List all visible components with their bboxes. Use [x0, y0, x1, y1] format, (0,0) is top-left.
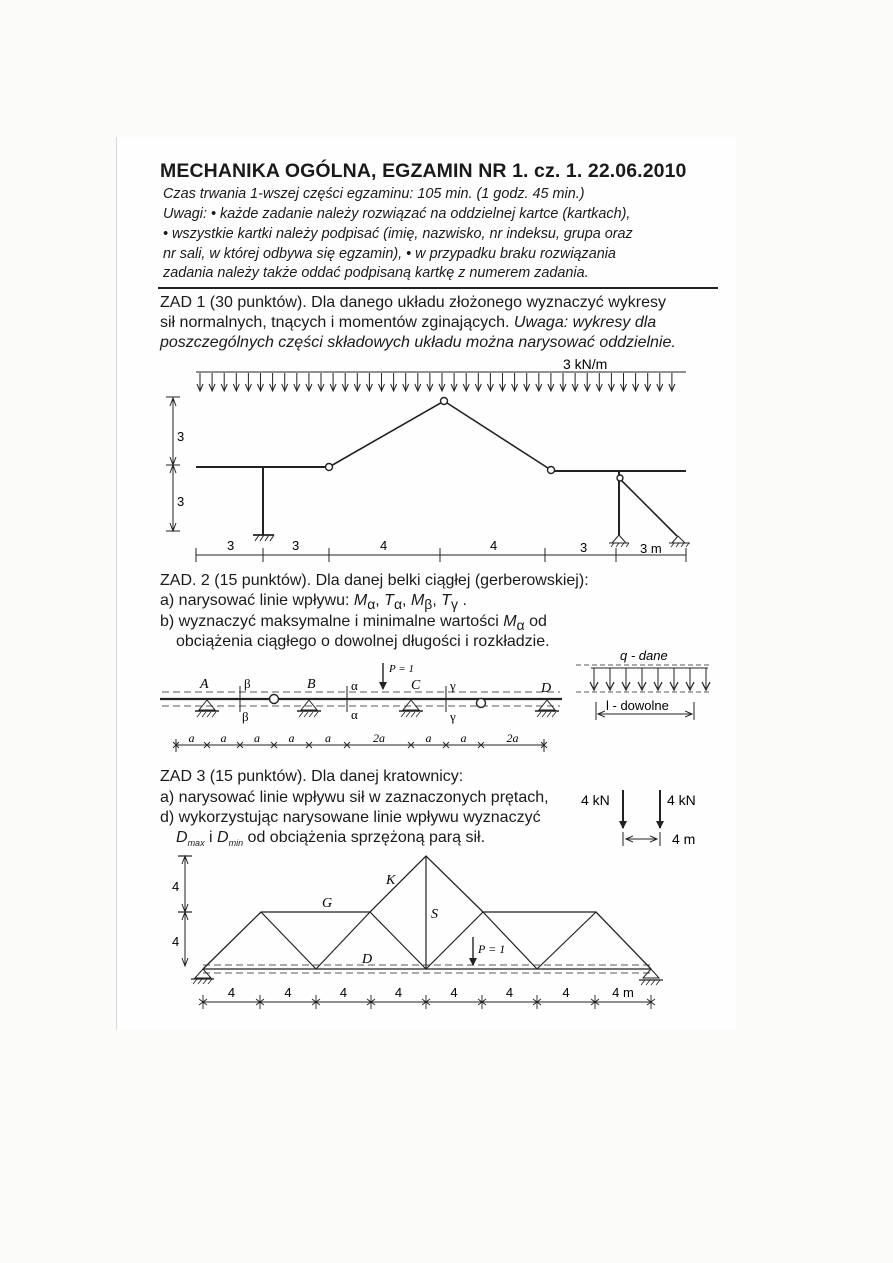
truss-dim-label: 4	[562, 985, 570, 1000]
bar-label-D: D	[362, 952, 373, 967]
task1-line-2a: sił normalnych, tnących i momentów zginających.	[160, 314, 514, 331]
sub-beta: β	[424, 596, 433, 613]
conj-i: i	[204, 829, 218, 846]
q-load-arrow	[638, 668, 646, 690]
q-load-arrow	[702, 668, 710, 690]
notes-line-3: nr sali, w której odbywa się egzamin), • w przypadku braku rozwiązania	[163, 246, 616, 262]
beta-top: β	[244, 676, 251, 691]
l-label: l - dowolne	[606, 698, 669, 713]
alpha-top: α	[351, 678, 358, 693]
label-P: P = 1	[389, 663, 414, 675]
q-load-arrow	[622, 668, 630, 690]
sym-D-min: D	[217, 829, 229, 846]
truss-dim-label: 4	[394, 985, 403, 1000]
q-load-arrow	[686, 668, 694, 690]
sub-alpha-3: α	[516, 617, 525, 634]
dim-h-3: 4	[380, 538, 388, 553]
load-label: 3 kN/m	[563, 356, 608, 372]
task3-line-1: ZAD 3 (15 punktów). Dla danej kratownicy:	[160, 768, 464, 785]
pin-support	[297, 700, 321, 717]
q-load-arrow	[670, 668, 678, 690]
beam-dim-label: a	[425, 731, 432, 745]
label-C: C	[411, 678, 421, 693]
truss-dim-label: 4	[339, 985, 348, 1000]
beam-dim-label: a	[254, 731, 260, 745]
label-A: A	[200, 677, 209, 692]
task3-line-3: d) wykorzystując narysowane linie wpływu wyznaczyć	[160, 809, 541, 826]
force-2-label: 4 kN	[667, 792, 696, 808]
task1-frame	[166, 372, 690, 562]
dim-h-2: 3	[292, 538, 300, 553]
dim-h-1: 3	[227, 538, 235, 553]
truss-dim-label: 4	[450, 985, 458, 1000]
duration-text: Czas trwania 1-wszej części egzaminu: 105 min. (1 godz. 45 min.)	[163, 186, 585, 202]
q-label: q - dane	[620, 648, 668, 663]
pin-support	[535, 700, 559, 717]
beam-dim-label: a	[220, 731, 227, 745]
task1-line-3: poszczególnych części składowych układu można narysować oddzielnie.	[160, 334, 676, 351]
q-load-arrow	[654, 668, 662, 690]
dim-v-top: 3	[177, 429, 185, 444]
distributed-load-arrows	[197, 373, 675, 391]
beta-bottom: β	[242, 709, 249, 724]
dim-h-4: 4	[490, 538, 498, 553]
task3-line-2: a) narysować linie wpływu sił w zaznaczonych prętach,	[160, 789, 549, 806]
task2-line-3b: od	[524, 613, 547, 630]
bar-label-S: S	[431, 907, 438, 922]
task3-line-4-rest: od obciążenia sprzężoną parą sił.	[243, 829, 486, 846]
beam-dim-label: 2a	[373, 731, 385, 745]
beam-dim-label: 2a	[506, 731, 519, 745]
sym-T-gamma: T	[441, 592, 451, 609]
truss-dim-label: 4	[227, 985, 236, 1000]
task2-line-2a: a) narysować linie wpływu:	[160, 592, 354, 609]
truss-dim-label: 4	[284, 985, 292, 1000]
force-spacing-label: 4 m	[672, 831, 696, 847]
truss-dim-label: 4	[505, 985, 514, 1000]
sep-1: ,	[375, 592, 385, 609]
truss-dim-labels	[228, 985, 634, 1000]
page-title: MECHANIKA OGÓLNA, EGZAMIN NR 1. cz. 1. 22.06.2010	[160, 160, 687, 182]
task2-line-1: ZAD. 2 (15 punktów). Dla danej belki ciągłej (gerberowskiej):	[160, 572, 589, 589]
pin-support	[399, 700, 423, 717]
task2-line-3a: b) wyznaczyć maksymalne i minimalne wartości	[160, 613, 504, 630]
end-dot: .	[458, 592, 467, 609]
sym-M-alpha: M	[353, 592, 368, 609]
sep-3: ,	[432, 592, 442, 609]
task2-line-4: obciążenia ciągłego o dowolnej długości i rozkładzie.	[176, 633, 550, 650]
beam-dim-label: a	[188, 731, 195, 745]
truss-dim-v-1: 4	[172, 879, 180, 894]
sym-T-alpha: T	[384, 592, 394, 609]
label-D: D	[541, 681, 552, 696]
beam-dim-label: a	[288, 731, 295, 745]
task3-truss	[178, 790, 663, 1009]
gamma-top: γ	[450, 678, 456, 693]
force-1-label: 4 kN	[581, 792, 610, 808]
notes-line-4: zadania należy także oddać podpisaną kartkę z numerem zadania.	[163, 265, 589, 281]
task1-line-1: ZAD 1 (30 punktów). Dla danego układu złożonego wyznaczyć wykresy	[160, 294, 667, 311]
truss-dim-label: 4 m	[612, 985, 634, 1000]
beam-supports	[195, 700, 559, 717]
pin-support	[195, 700, 219, 717]
q-load-arrows	[590, 668, 710, 690]
sym-D-max: D	[176, 829, 188, 846]
beam-dim-label: a	[460, 731, 467, 745]
gamma-bottom: γ	[450, 709, 456, 724]
q-load-arrow	[606, 668, 614, 690]
sub-min: min	[228, 838, 244, 849]
sub-alpha: α	[367, 596, 376, 613]
sep-2: ,	[402, 592, 411, 609]
dim-h-5: 3	[580, 540, 588, 555]
task1-note: Uwaga: wykresy dla	[513, 314, 657, 331]
sub-gamma: γ	[451, 596, 458, 613]
truss-label-P: P = 1	[478, 942, 506, 956]
sub-max: max	[187, 838, 205, 849]
notes-line-2: • wszystkie kartki należy podpisać (imię, nazwisko, nr indeksu, grupa oraz	[163, 226, 633, 242]
beam-dim-label: a	[325, 731, 331, 745]
q-load-arrow	[590, 668, 598, 690]
truss-dim-v-2: 4	[172, 934, 180, 949]
label-B: B	[307, 677, 316, 692]
sub-alpha-2: α	[393, 596, 403, 613]
bar-label-G: G	[322, 896, 333, 911]
alpha-bottom: α	[351, 707, 358, 722]
sym-M-alpha-b: M	[503, 613, 517, 630]
notes-line-1: Uwagi: • każde zadanie należy rozwiązać na oddzielnej kartce (kartkach),	[163, 206, 631, 222]
dim-v-bottom: 3	[177, 494, 185, 509]
bar-label-K: K	[386, 873, 396, 888]
dim-h-6: 3 m	[640, 541, 662, 556]
sym-M-beta: M	[410, 592, 425, 609]
